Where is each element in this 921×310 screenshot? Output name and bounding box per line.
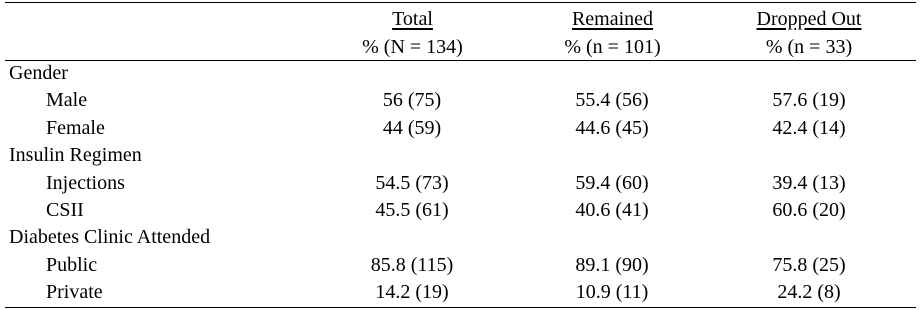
table-group-row: [0, 224, 921, 251]
table-row: [0, 115, 921, 142]
table-cell: 45.5 (61): [375, 198, 449, 221]
column-title: Remained: [571, 8, 654, 30]
table-cell: 60.6 (20): [772, 198, 846, 221]
row-label: CSII: [46, 198, 84, 221]
column-subtitle: % (n = 101): [564, 36, 661, 58]
column-title: Total: [392, 8, 433, 30]
table-cell: 24.2 (8): [777, 281, 841, 304]
row-label: Injections: [46, 171, 125, 194]
table-group-row: [0, 142, 921, 169]
table-body: [0, 60, 921, 307]
table-row: [0, 170, 921, 197]
column-header-dropped-out: [702, 5, 916, 61]
group-label: Gender: [9, 62, 68, 84]
row-label: Female: [46, 116, 105, 139]
table-cell: 85.8 (115): [370, 253, 454, 276]
table-top-rule: [5, 2, 916, 3]
column-subtitle: % (n = 33): [765, 36, 853, 58]
table-cell: 55.4 (56): [575, 89, 649, 112]
row-label: Private: [46, 281, 103, 304]
column-header-remained: [505, 5, 720, 61]
table-cell: 57.6 (19): [772, 89, 846, 112]
table-cell: 40.6 (41): [575, 198, 649, 221]
table-bottom-rule: [5, 307, 916, 308]
table-cell: 75.8 (25): [772, 253, 846, 276]
table-cell: 56 (75): [382, 89, 442, 112]
table-cell: 54.5 (73): [375, 171, 449, 194]
table-cell: 44 (59): [382, 116, 442, 139]
table-cell: 44.6 (45): [575, 116, 649, 139]
table-row: [0, 87, 921, 114]
table-cell: 89.1 (90): [575, 253, 649, 276]
table-cell: 14.2 (19): [375, 281, 449, 304]
row-label: Public: [46, 253, 98, 276]
column-subtitle: % (N = 134): [362, 36, 463, 58]
column-header-total: [310, 5, 515, 61]
table-group-row: [0, 60, 921, 87]
column-title: Dropped Out: [756, 8, 862, 30]
group-label: Insulin Regimen: [9, 144, 142, 167]
table-cell: 59.4 (60): [575, 171, 649, 194]
table-cell: 10.9 (11): [575, 281, 649, 304]
table-row: [0, 252, 921, 279]
table-row: [0, 197, 921, 224]
table-cell: 39.4 (13): [772, 171, 846, 194]
group-label: Diabetes Clinic Attended: [9, 226, 211, 249]
row-label: Male: [46, 89, 88, 112]
table-cell: 42.4 (14): [772, 116, 846, 139]
table-row: [0, 279, 921, 306]
